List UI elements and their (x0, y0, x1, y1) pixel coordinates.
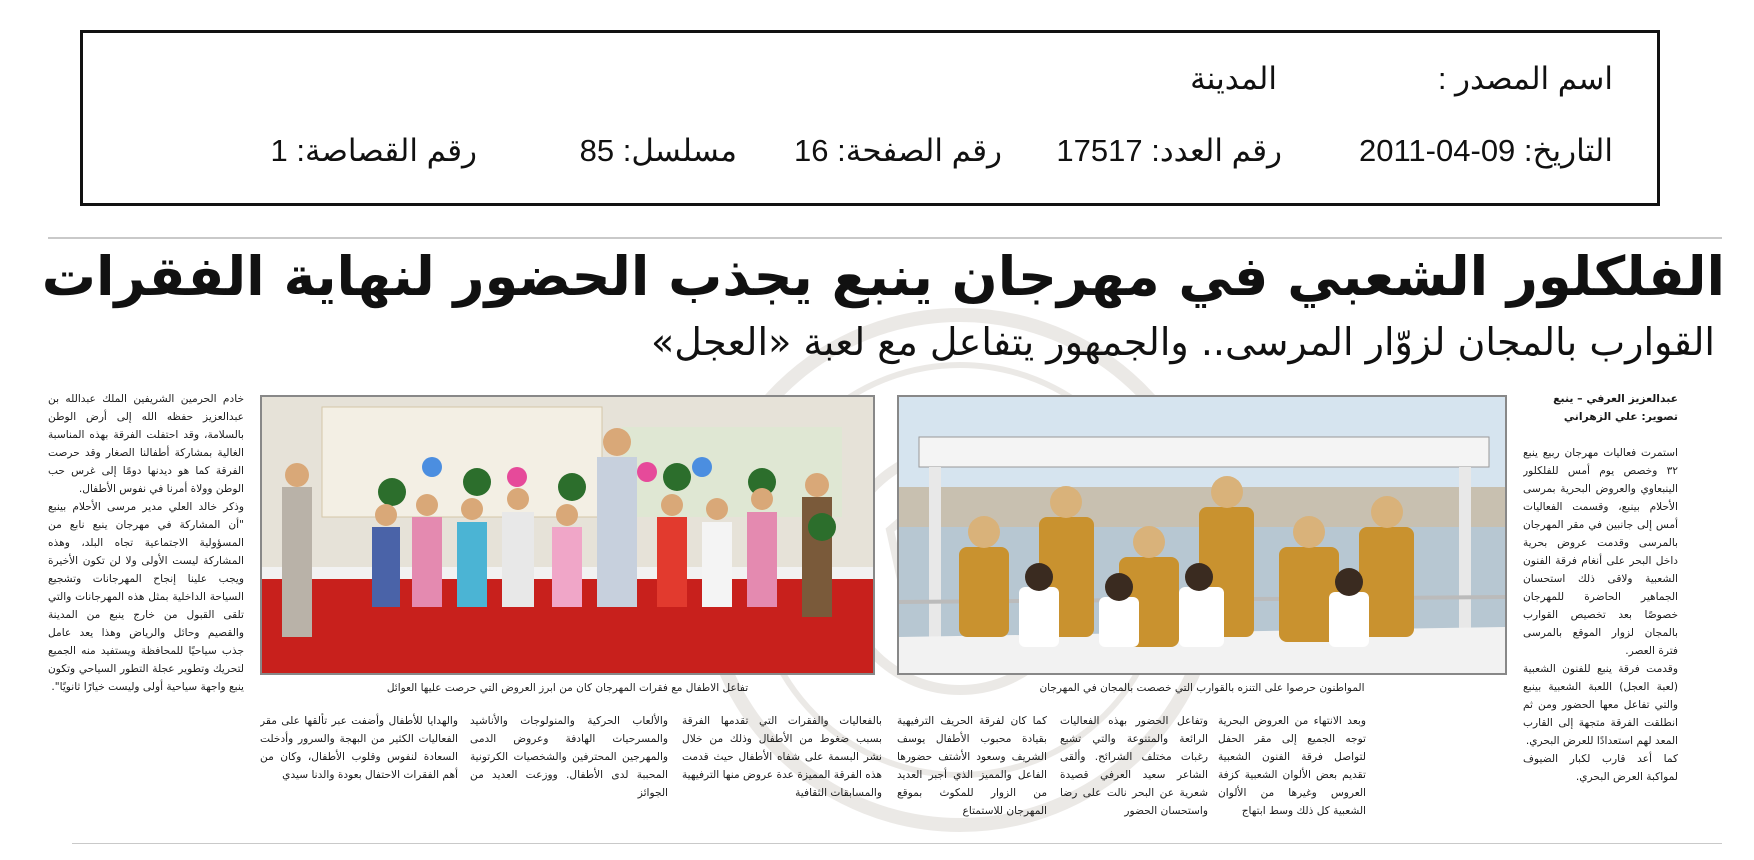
byline-photographer: تصوير: علي الزهراني (1563, 410, 1678, 423)
text-column-4: كما كان لفرقة الحريف الترفيهية بقيادة محبوب الأطفال يوسف الشريف وسعود الأشتف حضورها الفاعل والمميز الذي أجبر العديد من الزوار للمكوث بموقع المهرجان للاستمتاع (897, 715, 1047, 817)
issue-number-field: رقم العدد: 17517 (1056, 133, 1282, 168)
paragraph: كما أعد قارب لكبار الضيوف لمواكبة العرض البحري. (1523, 753, 1678, 783)
page-number-field: رقم الصفحة: 16 (794, 133, 1002, 168)
paragraph: وقدمت فرقة ينبع للفنون الشعبية (لعبة العجل) اللعبة الشعبية بينبع والتي تفاعل معها الحضور ومن ثم انطلقت الفرقة متجهة إلى القارب المعد لهم استعدادًا للعرض البحري. (1523, 663, 1678, 747)
serial-field: مسلسل: 85 (579, 133, 737, 168)
text-column-3: وتفاعل الحضور بهذه الفعاليات الرائعة والمتنوعة والتي تشبع رغبات مختلف الشرائح. وألقى الشاعر سعيد العرفي قصيدة شعرية عن البحر نالت على رضا واستحسان الحضور (1060, 715, 1208, 817)
top-divider (48, 237, 1722, 239)
boat-photo (897, 395, 1507, 675)
clipping-metadata-box (80, 30, 1660, 206)
boat-photo-caption: المواطنون حرصوا على التنزه بالقوارب التي خصصت بالمجان في المهرجان (1039, 682, 1365, 694)
byline-author: عبدالعزيز العرفي – ينبع (1553, 392, 1678, 405)
source-value: المدينة (1190, 61, 1277, 96)
kids-photo-caption: تفاعل الاطفال مع فقرات المهرجان كان من ابرز العروض التي حرصت عليها العوائل (386, 682, 749, 694)
article-subheadline: القوارب بالمجان لزوّار المرسى.. والجمهور يتفاعل مع لعبة «العجل» (651, 320, 1715, 364)
bottom-divider (72, 843, 1722, 844)
source-label: اسم المصدر : (1437, 61, 1613, 96)
text-column-6: والألعاب الحركية والمنولوجات والأناشيد والمسرحيات الهادفة وعروض الدمى والمهرجين المحترفين والشخصيات الكرتونية المحببة لدى الأطفال. ووزعت العديد من الجوائز (470, 715, 668, 799)
text-column-2: وبعد الانتهاء من العروض البحرية توجه الجميع إلى مقر الحفل لتواصل فرقة الفنون الشعبية تقديم بعض الألوان الشعبية كزفة العروس وغيرها من الألوان الشعبية كل ذلك وسط ابتهاج (1218, 715, 1366, 817)
text-column-8 (48, 390, 244, 840)
article-headline: الفلكلور الشعبي في مهرجان ينبع يجذب الحضور لنهاية الفقرات (41, 245, 1725, 308)
text-column-7: والهدايا للأطفال وأضفت عبر تألقها على مقر الفعاليات الكثير من البهجة والسرور وأدخلت السعادة لنفوس وقلوب الأطفال، وكان من أهم الفقرات الاحتفال بعودة والدنا سيدي (260, 715, 458, 781)
kids-photo (260, 395, 875, 675)
paragraph: استمرت فعاليات مهرجان ربيع ينبع ٣٢ وخصص يوم أمس للفلكلور الينبعاوي والعروض البحرية بمرسى الأحلام بينبع، وقسمت الفعاليات أمس إلى جانبين في مقر المهرجان بالمرسى وقدمت عروض بحرية داخل البحر على أنغام فرقة الفنون الشعبية ولاقى ذلك استحسان الجماهير الحاضرة للمهرجان خصوصًا بعد تخصيص القوارب بالمجان لزوار الموقع بالمرسى فترة العصر. (1523, 447, 1678, 657)
text-column-1 (1523, 390, 1678, 840)
date-field: التاريخ: 09-04-2011 (1359, 133, 1613, 168)
paragraph: وذكر خالد العلي مدير مرسى الأحلام بينبع "أن المشاركة في مهرجان ينبع نابع من المسؤولية الاجتماعية تجاه البلد، وهذه المشاركة ليست الأولى ولا لن تكون الأخيرة ويجب علينا إنجاح المهرجانات وتشجيع السياحة الداخلية بمثل هذه المهرجانات والتي تلقى القبول من خارج ينبع من المدينة والقصيم وحائل والرياض وهذا يعد عامل جذب سياحيًا للمحافظة ويستفيد منه الجميع لتحريك وتطوير عجلة التطور السياحي وتكون ينبع واجهة سياحية أولى وليست خيارًا ثانويًا". (48, 501, 244, 693)
clip-number-field: رقم القصاصة: 1 (270, 133, 477, 168)
paragraph: خادم الحرمين الشريفين الملك عبدالله بن عبدالعزيز حفظه الله إلى أرض الوطن بالسلامة، وقد احتفلت الفرقة بهذه المناسبة الغالية بمشاركة أطفالنا الصغار وقد حرصت الفرقة كما هو ديدنها دومًا إلى غرس حب الوطن وولاة أمرنا في نفوس الأطفال. (48, 393, 244, 495)
text-column-5: بالفعاليات والفقرات التي تقدمها الفرقة بسبب ضغوط من الأطفال وذلك من خلال نشر البسمة على شفاه الأطفال حيث قدمت هذه الفرقة المميزة عدة عروض منها الترفيهية والمسابقات الثقافية (682, 715, 882, 799)
